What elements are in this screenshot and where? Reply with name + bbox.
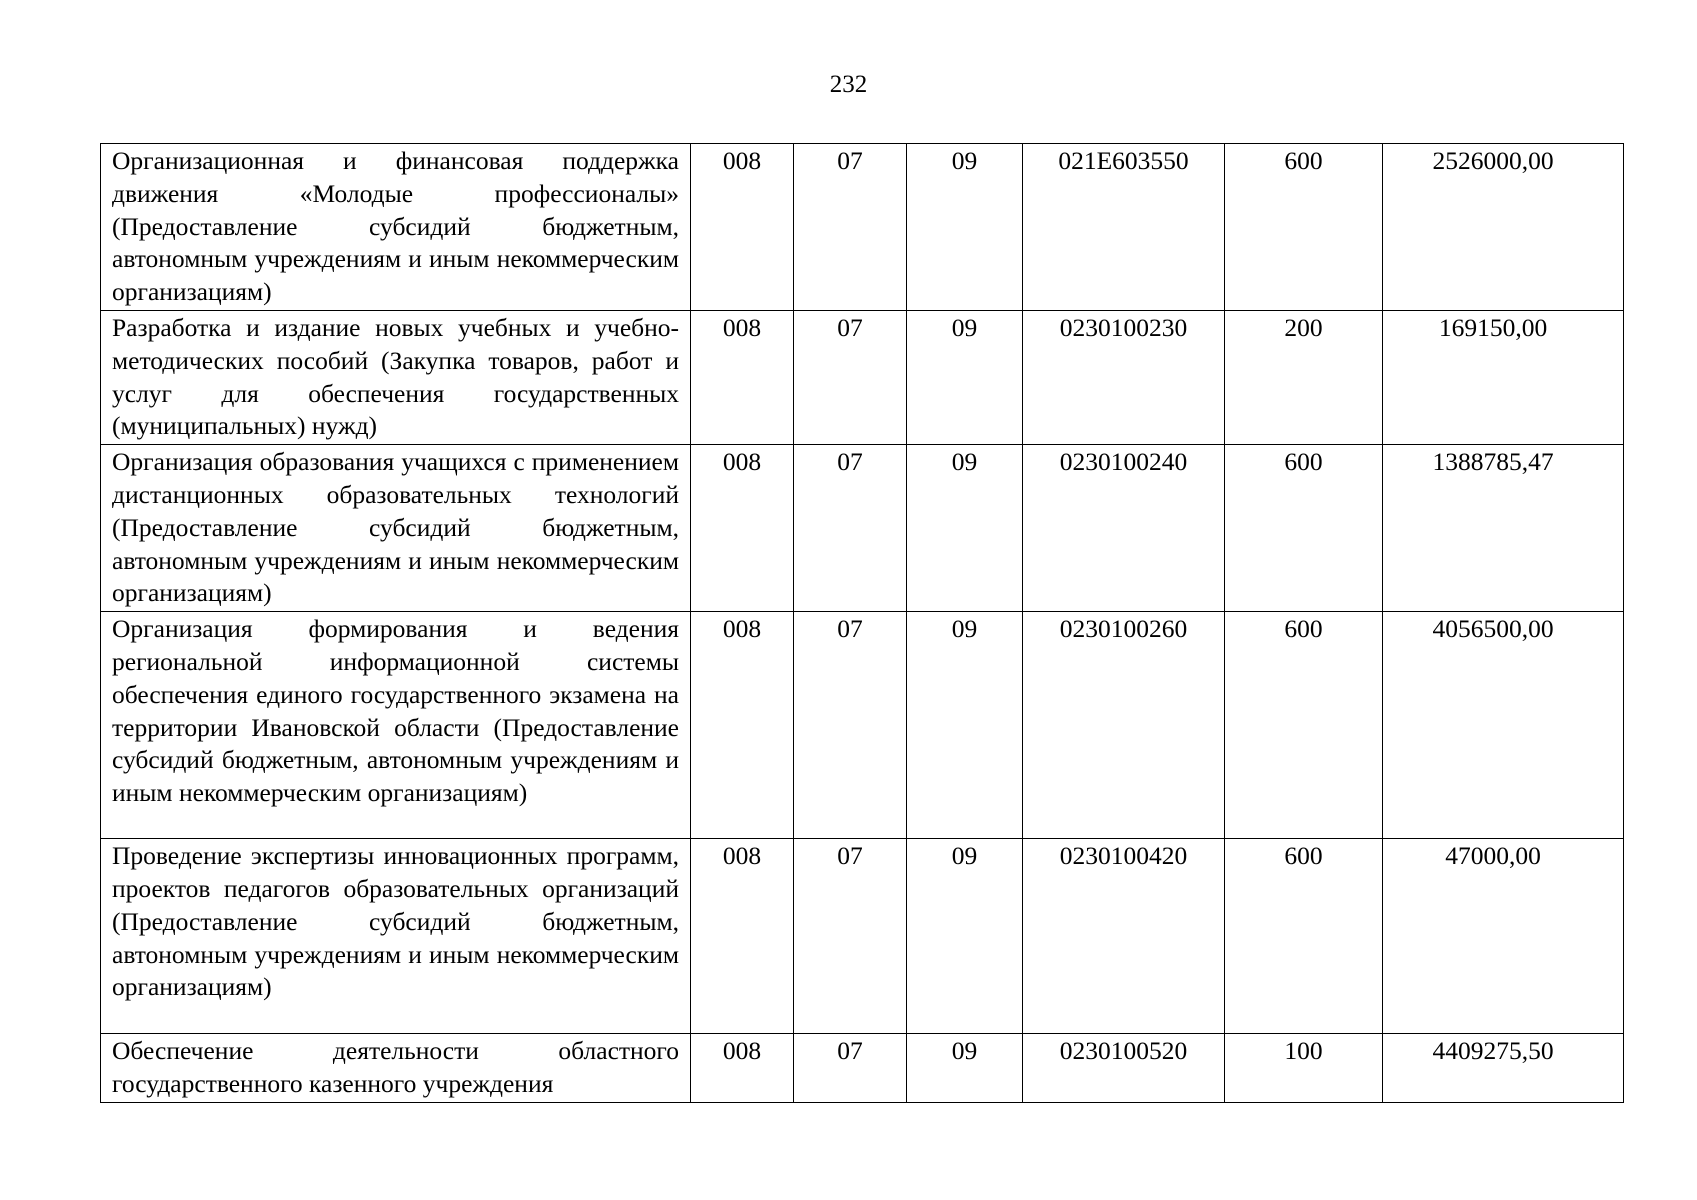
target-article-code: 021E603550 (1023, 144, 1225, 311)
target-article-code: 0230100520 (1023, 1034, 1225, 1103)
ministry-code: 008 (691, 144, 794, 311)
section-code: 07 (794, 310, 907, 444)
expense-type-code: 600 (1225, 612, 1383, 839)
amount: 2526000,00 (1383, 144, 1624, 311)
row-description: Проведение экспертизы инновационных программ, проектов педагогов образовательных организаций (Предоставление субсидий бюджетным, автономным учреждениям и иным некоммерческим организациям) (101, 839, 691, 1034)
section-code: 07 (794, 612, 907, 839)
table-row (101, 1034, 1624, 1103)
row-description: Организационная и финансовая поддержка движения «Молодые профессионалы» (Предоставление субсидий бюджетным, автономным учреждениям и иным некоммерческим организациям) (101, 144, 691, 311)
table-row (101, 612, 1624, 839)
section-code: 07 (794, 1034, 907, 1103)
expense-type-code: 600 (1225, 839, 1383, 1034)
row-description: Обеспечение деятельности областного государственного казенного учреждения (101, 1034, 691, 1103)
table-row (101, 839, 1624, 1034)
expense-type-code: 200 (1225, 310, 1383, 444)
expense-type-code: 600 (1225, 144, 1383, 311)
ministry-code: 008 (691, 839, 794, 1034)
subsection-code: 09 (907, 839, 1023, 1034)
subsection-code: 09 (907, 612, 1023, 839)
amount: 169150,00 (1383, 310, 1624, 444)
section-code: 07 (794, 839, 907, 1034)
page-number: 232 (829, 71, 868, 98)
section-code: 07 (794, 445, 907, 612)
amount: 47000,00 (1383, 839, 1624, 1034)
row-description: Разработка и издание новых учебных и учебно-методических пособий (Закупка товаров, работ и услуг для обеспечения государственных (муниципальных) нужд) (101, 310, 691, 444)
subsection-code: 09 (907, 445, 1023, 612)
ministry-code: 008 (691, 310, 794, 444)
expense-type-code: 100 (1225, 1034, 1383, 1103)
expense-type-code: 600 (1225, 445, 1383, 612)
section-code: 07 (794, 144, 907, 311)
table-row (101, 144, 1624, 311)
subsection-code: 09 (907, 1034, 1023, 1103)
target-article-code: 0230100260 (1023, 612, 1225, 839)
target-article-code: 0230100420 (1023, 839, 1225, 1034)
row-description: Организация образования учащихся с применением дистанционных образовательных технологий (Предоставление субсидий бюджетным, автономным учреждениям и иным некоммерческим организациям) (101, 445, 691, 612)
amount: 4056500,00 (1383, 612, 1624, 839)
amount: 1388785,47 (1383, 445, 1624, 612)
budget-table (100, 143, 1624, 1103)
amount: 4409275,50 (1383, 1034, 1624, 1103)
subsection-code: 09 (907, 144, 1023, 311)
target-article-code: 0230100240 (1023, 445, 1225, 612)
target-article-code: 0230100230 (1023, 310, 1225, 444)
ministry-code: 008 (691, 445, 794, 612)
ministry-code: 008 (691, 1034, 794, 1103)
table-row (101, 310, 1624, 444)
ministry-code: 008 (691, 612, 794, 839)
table-row (101, 445, 1624, 612)
subsection-code: 09 (907, 310, 1023, 444)
row-description: Организация формирования и ведения региональной информационной системы обеспечения единого государственного экзамена на территории Ивановской области (Предоставление субсидий бюджетным, автономным учреждениям и иным некоммерческим организациям) (101, 612, 691, 839)
